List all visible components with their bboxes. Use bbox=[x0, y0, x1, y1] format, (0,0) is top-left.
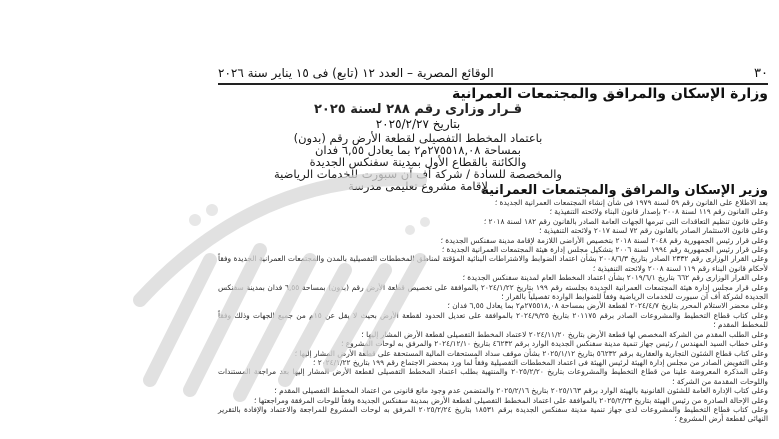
preamble-paragraph: وعلى القرار الوزارى رقم ٢٣٣٢ الصادر بتاريخ ٢٠٠٨/٦/٣ بشأن اعتماد الضوابط والاشتراطات البنائية المؤقتة لمناطق المخططات التفصيلية بالمدن والمجتمعات العمرانية الجديدة وفقاً لأحكام قانون البناء رقم ١١٩ لسنة ٢٠٠٨ ولائحته التنفيذية ؛ bbox=[218, 254, 768, 273]
preamble-paragraph: وعلى قانون تنظيم التعاقدات التى تبرمها الجهات العامة الصادر بالقانون رقم ١٨٢ لسنة ٢٠١٨ ؛ bbox=[483, 216, 768, 226]
ministry-heading: وزارة الإسكان والمرافق والمجتمعات العمرانية bbox=[451, 86, 768, 102]
preamble-paragraph: وعلى كتاب الإدارة العامة للشئون القانونية بالهيئة الوارد برقم ٢٠٢٥/١٦٣ بتاريخ ٢٠٢٥/٢/١٦ والمتضمن عدم وجود مانع قانونى من اعتماد المخطط التفصيلى المقدم ؛ bbox=[274, 386, 768, 396]
preamble-paragraph: وعلى محضر الاستلام المحرر بتاريخ ٢٠٢٤/٤/٧ لقطعة الأرض بمساحة ٢٧٥٥١٨,٠٨م٢ بما يعادل ٦,٥٥ فدان ؛ bbox=[447, 301, 768, 311]
preamble-paragraph: وعلى كتاب قطاع التخطيط والمشروعات الصادر برقم ٢٠١١٧٥ بتاريخ ٢٠٢٤/٩/٢٥ بالموافقة على تعديل الحدود لقطعة الأرض بحيث لا يقل عن ١٥م من جميع الجهات وذلك وفقاً للمخطط المقدم ؛ bbox=[218, 310, 768, 330]
preamble-paragraph: وعلى خطاب السيد المهندس / رئيس جهاز تنمية مدينة سفنكس الجديدة الوارد برقم ٤٦٢٣٢ بتاريخ ٢٠٢٤/١٢/١٠ والمرفق به لوحات المشروع ؛ bbox=[341, 339, 768, 349]
preamble-paragraph: وعلى كتاب قطاع الشئون التجارية والعقارية برقم ٥٦٢٣٢ بتاريخ ٢٠٢٥/١/١٢ بشأن موقف سداد المستحقات المالية المستحقة على قطعة الأرض المشار إليها ؛ bbox=[294, 348, 768, 358]
decree-date: بتاريخ ٢٠٢٥/٢/٢٧ bbox=[375, 117, 461, 131]
running-title: الوقائع المصرية – العدد ١٢ (تابع) فى ١٥ يناير سنة ٢٠٢٦ bbox=[218, 66, 494, 80]
page-header bbox=[218, 64, 768, 82]
subject-line: باعتماد المخطط التفصيلى لقطعة الأرض رقم (بدون) bbox=[293, 131, 543, 145]
subject-line: والمخصصة للسادة / شركة أف آن سبورت للخدمات الرياضية bbox=[274, 167, 562, 181]
decree-title: قـرار وزارى رقم ٢٨٨ لسنة ٢٠٢٥ bbox=[313, 102, 523, 117]
preamble-paragraph: وعلى قانون الاستثمار الصادر بالقانون رقم ٧٢ لسنة ٢٠١٧ ولائحته التنفيذية ؛ bbox=[539, 226, 768, 236]
subject-line: بمساحة ٢٧٥٥١٨,٠٨م٢ بما يعادل ٦,٥٥ فدان bbox=[314, 143, 522, 157]
page-number: ٣٠ bbox=[754, 65, 768, 81]
minister-title: وزير الإسكان والمرافق والمجتمعات العمرانية bbox=[481, 183, 768, 198]
preamble-paragraph: وعلى قرار رئيس الجمهورية رقم ١٩٩٤ لسنة ٢٠٠٦ بتشكيل مجلس إدارة هيئة المجتمعات العمرانية الجديدة ؛ bbox=[441, 245, 768, 255]
preamble-paragraph: وعلى قرار رئيس الجمهورية رقم ٢٠٤٨ لسنة ٢٠١٨ بتخصيص الأراضى اللازمة لإقامة مدينة سفنكس الجديدة ؛ bbox=[440, 235, 768, 245]
preamble-paragraph: وعلى الإحالة الصادرة من رئيس الهيئة بتاريخ ٢٠٢٥/٢/٢٣ بالموافقة على اعتماد المخطط التفصيلى لقطعة الأرض بمدينة سفنكس الجديدة وفقاً للوحات المرفقة ومراجعتها ؛ bbox=[254, 395, 768, 405]
preamble-paragraph: وعلى القانون رقم ١١٩ لسنة ٢٠٠٨ بإصدار قانون البناء ولائحته التنفيذية ؛ bbox=[549, 207, 768, 217]
preamble-paragraph: بعد الاطلاع على القانون رقم ٥٩ لسنة ١٩٧٩ فى شأن إنشاء المجتمعات العمرانية الجديدة ؛ bbox=[494, 198, 768, 207]
preamble-text bbox=[218, 198, 768, 424]
preamble-paragraph: وعلى كتاب قطاع التخطيط والمشروعات لدى جهاز تنمية مدينة سفنكس الجديدة برقم ١٨٥٣١ بتاريخ ٢٠٢٥/٢/٢٤ المرفق به لوحات المشروع للمراجعة والاعتماد والإفادة بالتقرير النهائى لقطعة أرض المشروع ؛ bbox=[218, 404, 768, 424]
header-rule bbox=[218, 83, 768, 85]
subject-line: لإقامة مشروع تعليمى مدرسة bbox=[348, 179, 488, 193]
preamble-paragraph: وعلى قرار مجلس إدارة هيئة المجتمعات العمرانية الجديدة بجلسته رقم ١٩٩ بتاريخ ٢٠٢٤/١/٢٢ بالموافقة على تخصيص قطعة الأرض رقم (بدون) بمساحة ٦,٥٥ فدان بمدينة سفنكس الجديدة لشركة أف آن سبورت للخدمات الرياضية وفقاً للضوابط الواردة تفصيلياً بالقرار ؛ bbox=[218, 282, 768, 302]
preamble-paragraph: وعلى القرار الوزارى رقم ٦٦٢ بتاريخ ٢٠١٩/٦/١ بشأن اعتماد المخطط العام لمدينة سفنكس الجديدة ؛ bbox=[462, 273, 768, 283]
preamble-paragraph: وعلى المذكرة المعروضة علينا من قطاع التخطيط والمشروعات بتاريخ ٢٠٢٥/٢/٢٠ والمنتهية بطلب اعتماد المخطط التفصيلى لقطعة الأرض المشار إليها بعد مراجعة المستندات واللوحات المقدمة من الشركة ؛ bbox=[218, 367, 768, 386]
preamble-paragraph: وعلى الطلب المقدم من الشركة المخصص لها قطعة الأرض بتاريخ ٢٠٢٤/١١/٢٠ لاعتماد المخطط التفصيلى لقطعة الأرض المشار إليها ؛ bbox=[361, 329, 768, 339]
subject-line: والكائنة بالقطاع الأول بمدينة سفنكس الجديدة bbox=[309, 155, 527, 169]
preamble-paragraph: وعلى التفويض الصادر من مجلس إدارة الهيئة لرئيس الهيئة فى اعتماد المخططات التفصيلية وفقاً لما ورد بمحضر الاجتماع رقم ١٩٩ بتاريخ ٢٠٢٤/١/٢٢ ؛ bbox=[313, 357, 768, 367]
